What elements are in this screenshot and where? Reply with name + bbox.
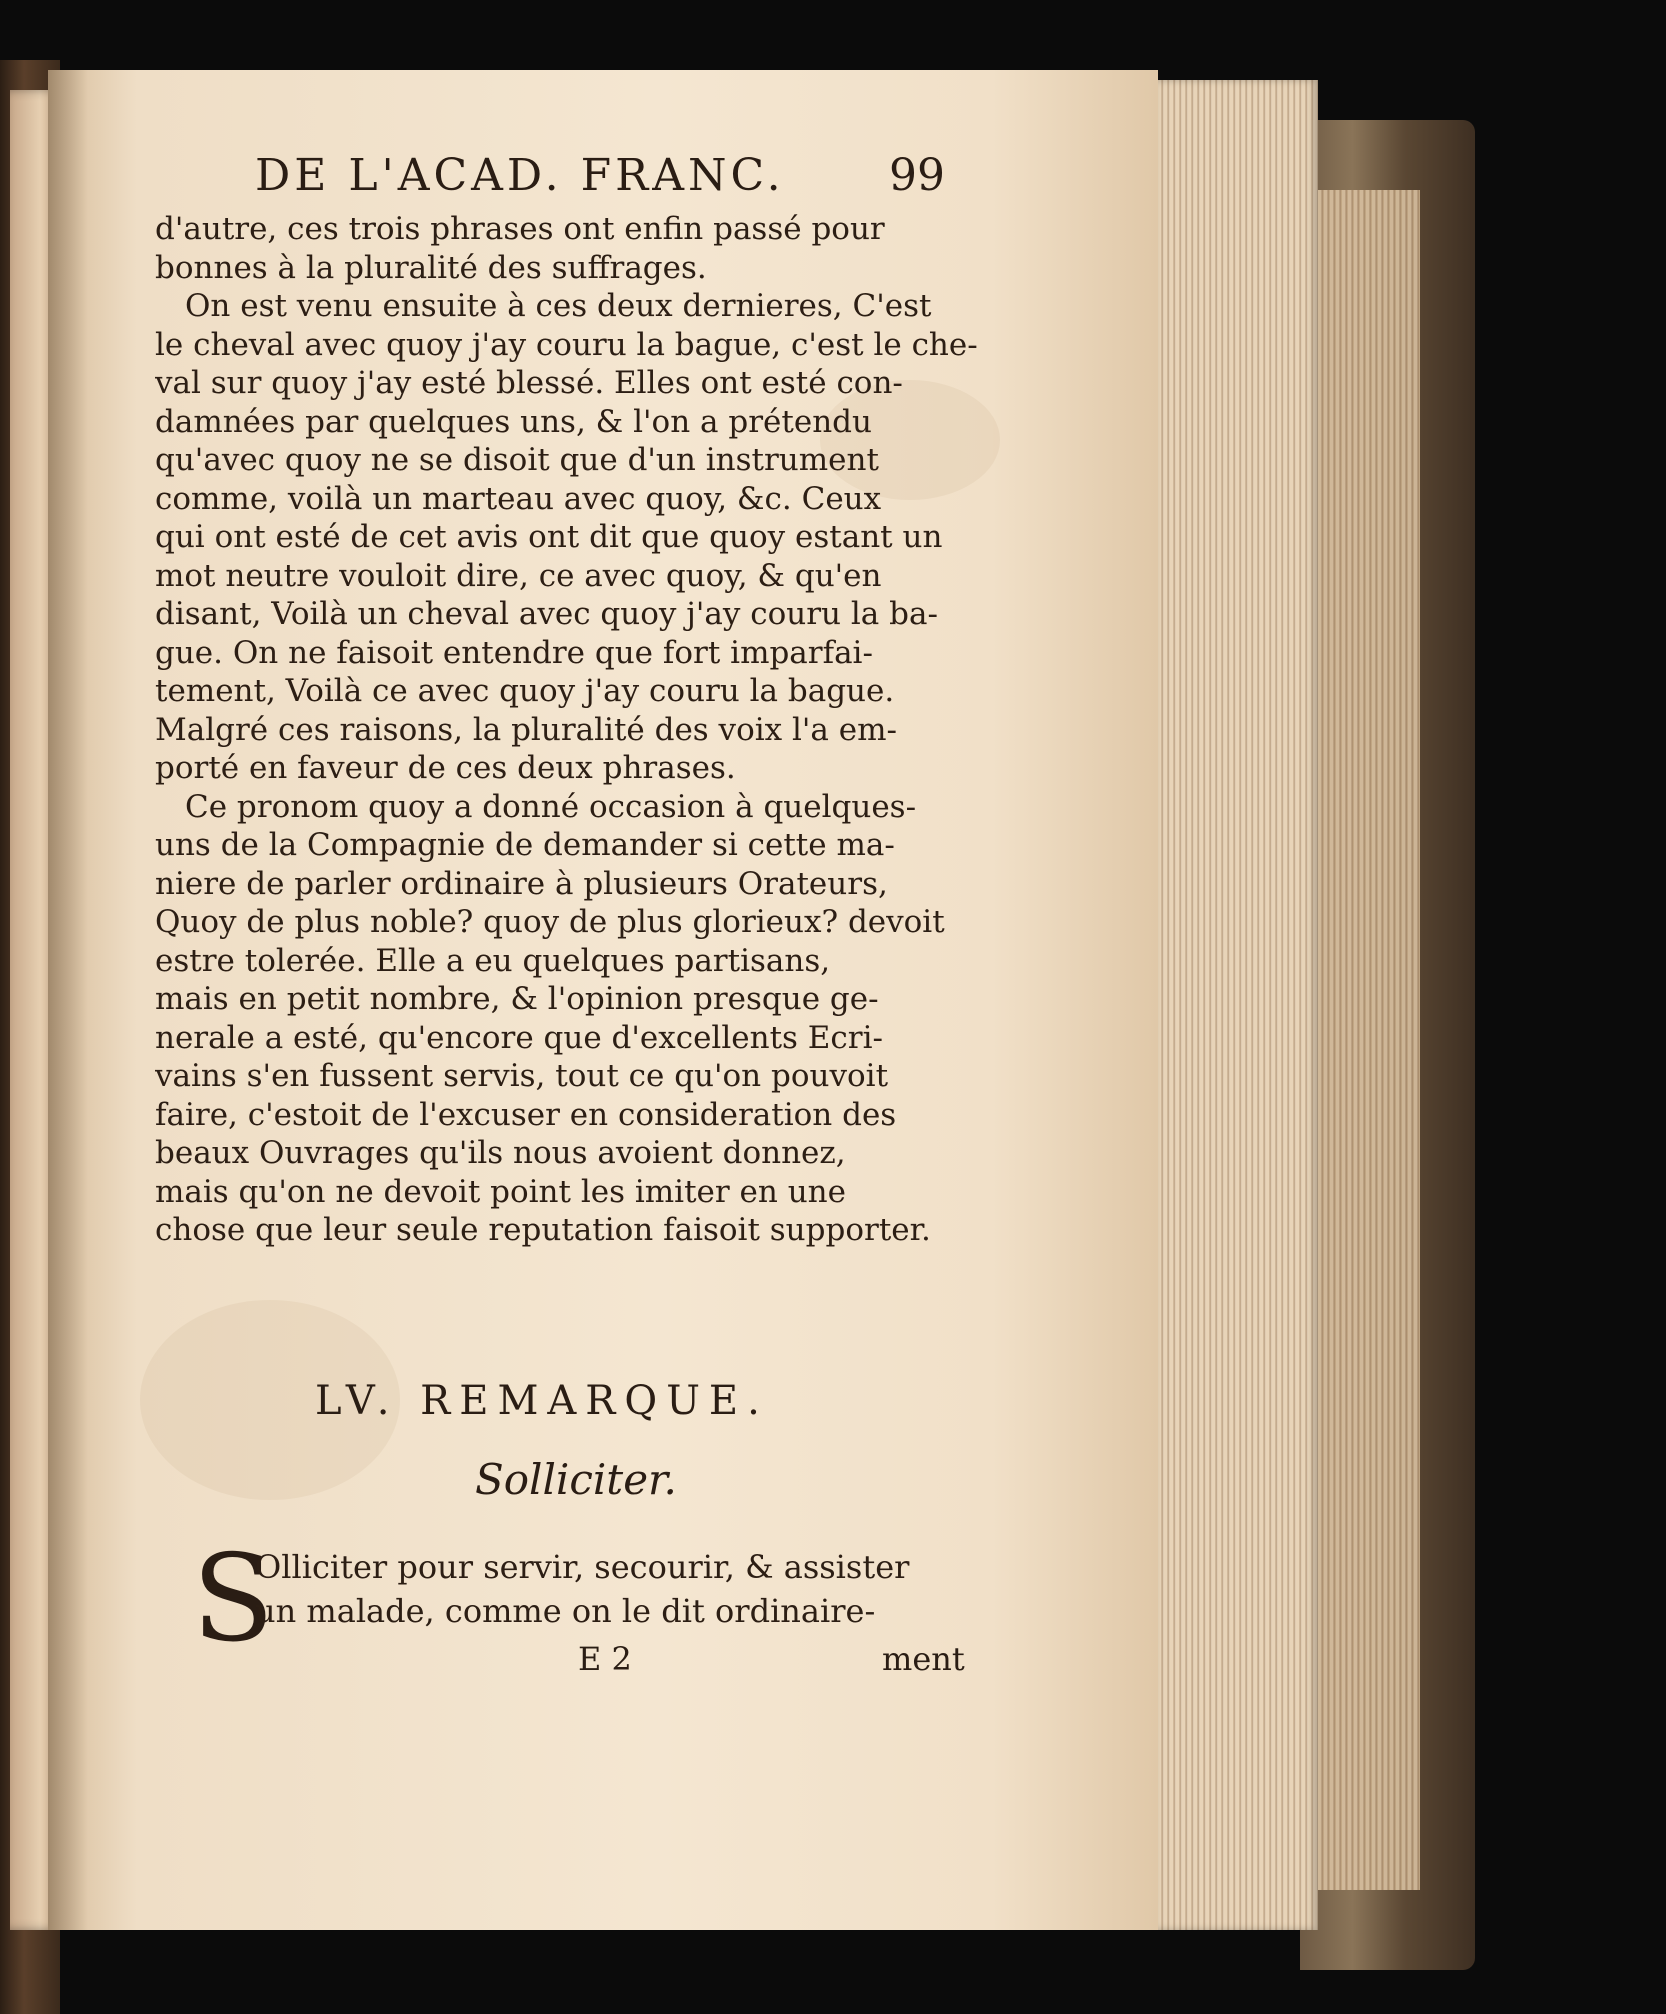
text-line: disant, Voilà un cheval avec quoy j'ay couru la ba-	[155, 596, 938, 632]
first-paragraph	[255, 1545, 985, 1633]
page-fore-edges	[1158, 80, 1318, 1930]
text-line: nerale a esté, qu'encore que d'excellents Ecri-	[155, 1019, 883, 1056]
text-line: estre tolerée. Elle a eu quelques partisans,	[155, 942, 831, 979]
text-line: beaux Ouvrages qu'ils nous avoient donnez,	[155, 1135, 846, 1171]
text-line: faire, c'estoit de l'excuser en consideration des	[155, 1096, 897, 1133]
text-line: d'autre, ces trois phrases ont enfin passé pour	[155, 211, 885, 247]
section-title: Solliciter.	[475, 1455, 677, 1504]
text-line: porté en faveur de ces deux phrases.	[155, 750, 736, 786]
drop-capital: S	[192, 1530, 275, 1669]
text-line: Olliciter pour servir, secourir, & assister	[255, 1548, 910, 1586]
running-head	[255, 150, 945, 210]
text-line: mais en petit nombre, & l'opinion presque ge-	[155, 981, 879, 1017]
text-line: qui ont esté de cet avis ont dit que quoy estant un	[155, 519, 943, 555]
text-line: val sur quoy j'ay esté blessé. Elles ont esté con-	[155, 365, 903, 401]
gutter-shadow	[48, 70, 88, 1930]
text-line: uns de la Compagnie de demander si cette ma-	[155, 827, 895, 863]
text-line: gue. On ne faisoit entendre que fort imparfai-	[155, 634, 873, 671]
catchword: ment	[882, 1640, 965, 1678]
running-head-title: DE L'ACAD. FRANC.	[255, 150, 785, 201]
signature-mark: E 2	[578, 1640, 632, 1678]
text-line: Ce pronom quoy a donné occasion à quelques-	[185, 788, 917, 825]
text-line: On est venu ensuite à ces deux dernieres, C'est	[185, 288, 932, 324]
text-line: tement, Voilà ce avec quoy j'ay couru la bague.	[155, 673, 895, 709]
body-text	[155, 210, 985, 1250]
right-cover-page-edges	[1300, 190, 1420, 1890]
text-line: chose que leur seule reputation faisoit supporter.	[155, 1212, 931, 1248]
text-line: comme, voilà un marteau avec quoy, &c. Ceux	[155, 480, 882, 517]
section-heading: LV. REMARQUE.	[315, 1378, 769, 1424]
page-number: 99	[889, 150, 945, 201]
text-line: qu'avec quoy ne se disoit que d'un instrument	[155, 442, 879, 478]
text-line: Malgré ces raisons, la pluralité des voix l'a em-	[155, 711, 897, 748]
text-line: Quoy de plus noble? quoy de plus glorieux? devoit	[155, 904, 945, 940]
text-line: damnées par quelques uns, & l'on a prétendu	[155, 403, 872, 440]
text-line: mais qu'on ne devoit point les imiter en une	[155, 1173, 846, 1210]
text-line: bonnes à la pluralité des suffrages.	[155, 249, 707, 286]
text-line: un malade, comme on le dit ordinaire-	[255, 1592, 876, 1630]
text-line: niere de parler ordinaire à plusieurs Orateurs,	[155, 865, 888, 902]
text-line: mot neutre vouloit dire, ce avec quoy, & qu'en	[155, 557, 882, 594]
text-line: vains s'en fussent servis, tout ce qu'on pouvoit	[155, 1058, 889, 1094]
text-line: le cheval avec quoy j'ay couru la bague, c'est le che-	[155, 326, 978, 363]
